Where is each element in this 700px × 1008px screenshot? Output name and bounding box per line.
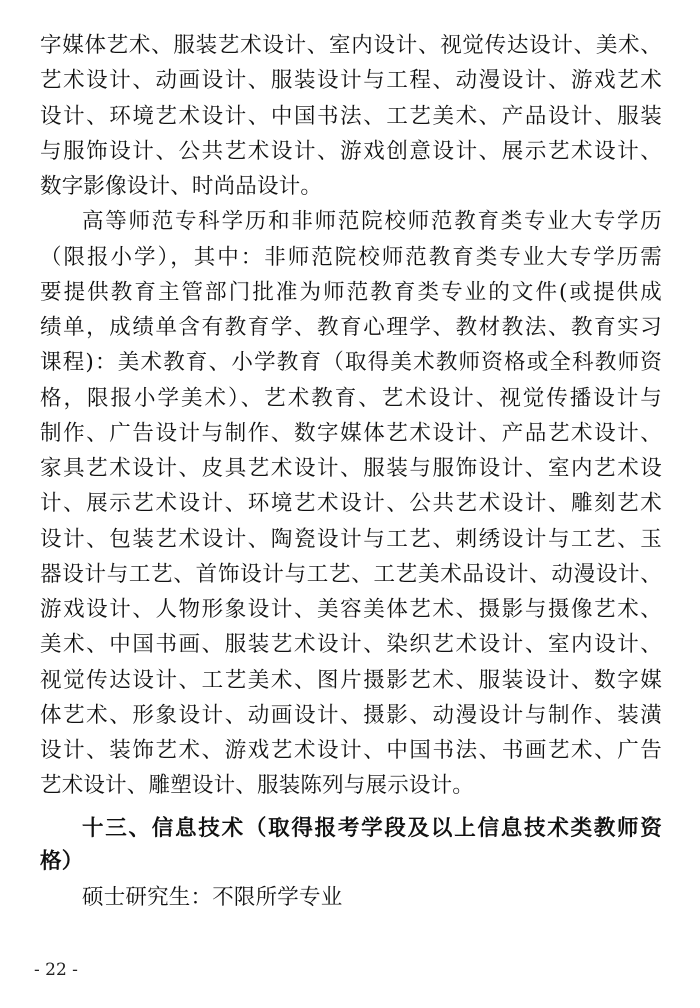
- text-line: 字媒体艺术、服装艺术设计、室内设计、视觉传达设计、美术、: [40, 33, 662, 58]
- page-number: - 22 -: [34, 960, 78, 980]
- text-line: 游戏设计、人物形象设计、美容美体艺术、摄影与摄像艺术、: [40, 597, 662, 622]
- text-line: 体艺术、形象设计、动画设计、摄影、动漫设计与制作、装潢: [40, 703, 662, 728]
- heading-line: 格）: [40, 849, 84, 874]
- text-line: 家具艺术设计、皮具艺术设计、服装与服饰设计、室内艺术设: [40, 456, 662, 481]
- text-line: 制作、广告设计与制作、数字媒体艺术设计、产品艺术设计、: [40, 421, 662, 446]
- text-line: 高等师范专科学历和非师范院校师范教育类专业大专学历: [82, 209, 662, 234]
- text-line: 设计、环境艺术设计、中国书法、工艺美术、产品设计、服装: [40, 104, 662, 129]
- text-line: （限报小学），其中：非师范院校师范教育类专业大专学历需: [40, 245, 662, 270]
- heading-line: 十三、信息技术（取得报考学段及以上信息技术类教师资: [82, 816, 662, 841]
- text-line: 数字影像设计、时尚品设计。: [40, 174, 323, 199]
- text-line: 硕士研究生：不限所学专业: [82, 885, 343, 910]
- text-line: 与服饰设计、公共艺术设计、游戏创意设计、展示艺术设计、: [40, 139, 662, 164]
- text-line: 器设计与工艺、首饰设计与工艺、工艺美术品设计、动漫设计、: [40, 562, 662, 587]
- text-line: 艺术设计、动画设计、服装设计与工程、动漫设计、游戏艺术: [40, 68, 662, 93]
- text-line: 格，限报小学美术）、艺术教育、艺术设计、视觉传播设计与: [40, 386, 662, 411]
- text-line: 视觉传达设计、工艺美术、图片摄影艺术、服装设计、数字媒: [40, 668, 662, 693]
- text-line: 计、展示艺术设计、环境艺术设计、公共艺术设计、雕刻艺术: [40, 491, 662, 516]
- text-line: 要提供教育主管部门批准为师范教育类专业的文件(或提供成: [40, 280, 662, 305]
- text-line: 设计、装饰艺术、游戏艺术设计、中国书法、书画艺术、广告: [40, 738, 662, 763]
- text-line: 课程)：美术教育、小学教育（取得美术教师资格或全科教师资: [40, 350, 662, 375]
- text-line: 艺术设计、雕塑设计、服装陈列与展示设计。: [40, 773, 475, 798]
- text-line: 设计、包装艺术设计、陶瓷设计与工艺、刺绣设计与工艺、玉: [40, 527, 662, 552]
- text-line: 绩单，成绩单含有教育学、教育心理学、教材教法、教育实习: [40, 315, 662, 340]
- text-line: 美术、中国书画、服装艺术设计、染织艺术设计、室内设计、: [40, 632, 662, 657]
